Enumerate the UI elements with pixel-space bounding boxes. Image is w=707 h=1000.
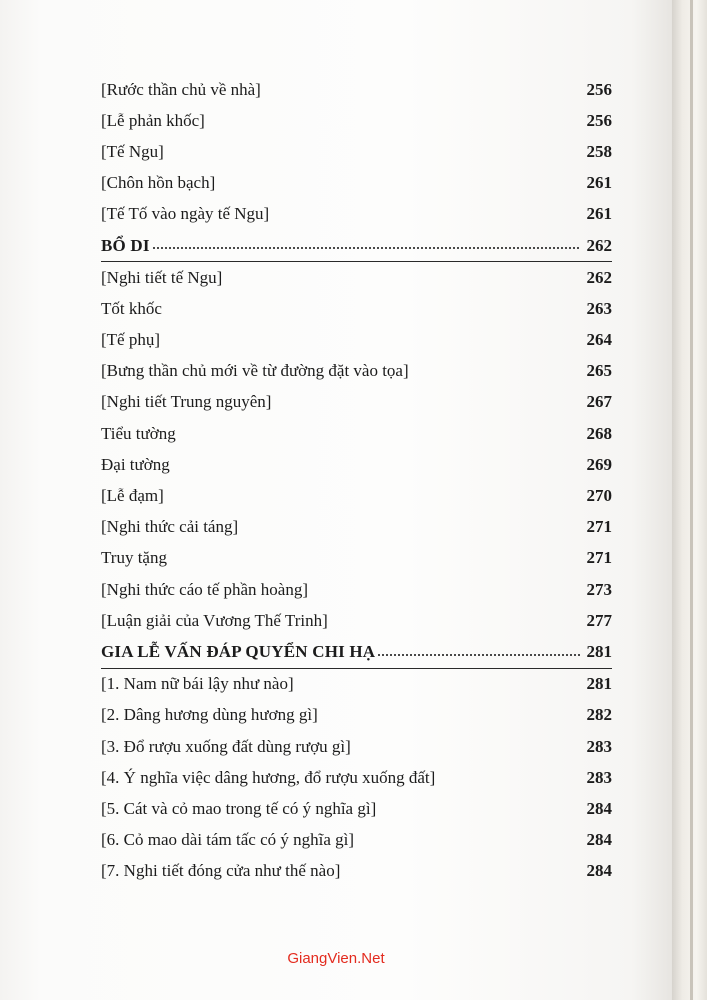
toc-entry-title: Truy tặng xyxy=(101,548,167,568)
toc-section-heading xyxy=(101,636,612,668)
toc-entry-page: 256 xyxy=(586,110,612,130)
toc-entry-title: [Nghi tiết tế Ngu] xyxy=(101,267,223,287)
toc-entry xyxy=(101,543,612,574)
toc-entry-page: 265 xyxy=(586,361,612,381)
toc-entry-page: 273 xyxy=(586,579,612,599)
toc-entry xyxy=(101,669,612,700)
toc-entry-title: [Lễ phản khốc] xyxy=(101,110,205,130)
dot-leader xyxy=(152,246,580,250)
toc-entry-title: [5. Cát và cỏ mao trong tế có ý nghĩa gì] xyxy=(101,798,377,818)
toc-entry-page: 284 xyxy=(586,798,612,818)
book-page-edge xyxy=(672,0,707,1000)
toc-entry xyxy=(101,168,612,199)
toc-entry-title: Tốt khốc xyxy=(101,298,162,318)
toc-entry-page: 261 xyxy=(586,204,612,224)
toc-entry-title: [7. Nghi tiết đóng cửa như thế nào] xyxy=(101,861,341,881)
toc-entry xyxy=(101,512,612,543)
toc-entry-page: 271 xyxy=(586,548,612,568)
toc-entry-title: [Tế Tố vào ngày tế Ngu] xyxy=(101,204,270,224)
toc-entry xyxy=(101,105,612,136)
toc-entry xyxy=(101,356,612,387)
toc-entry-page: 284 xyxy=(586,830,612,850)
toc-entry xyxy=(101,74,612,105)
toc-entry xyxy=(101,762,612,793)
toc-entry xyxy=(101,825,612,856)
toc-entry xyxy=(101,418,612,449)
toc-entry xyxy=(101,136,612,167)
toc-entry-page: 283 xyxy=(586,767,612,787)
toc-entry xyxy=(101,262,612,293)
toc-entry-page: 277 xyxy=(586,610,612,630)
toc-entry-title: [4. Ý nghĩa việc dâng hương, đổ rượu xuống đất] xyxy=(101,767,436,787)
toc-entry xyxy=(101,731,612,762)
toc-entry-page: 256 xyxy=(586,79,612,99)
toc-entry xyxy=(101,387,612,418)
toc-entry-title: [Lễ đạm] xyxy=(101,486,164,506)
toc-entry-title: [Tế Ngu] xyxy=(101,141,164,161)
toc-entry-page: 281 xyxy=(586,641,612,661)
toc-entry-page: 271 xyxy=(586,517,612,537)
table-of-contents xyxy=(101,74,612,887)
toc-entry xyxy=(101,199,612,230)
toc-entry-title: [Nghi thức cáo tế phần hoàng] xyxy=(101,579,309,599)
toc-entry-title: [Nghi tiết Trung nguyên] xyxy=(101,392,272,412)
toc-entry-page: 270 xyxy=(586,486,612,506)
toc-entry-page: 284 xyxy=(586,861,612,881)
toc-entry-title: [Nghi thức cải táng] xyxy=(101,517,239,537)
toc-entry xyxy=(101,856,612,887)
toc-heading-title: GIA LỄ VẤN ĐÁP QUYỂN CHI HẠ xyxy=(101,641,376,661)
toc-entry-page: 261 xyxy=(586,173,612,193)
toc-entry-page: 281 xyxy=(586,674,612,694)
toc-entry-title: [Rước thần chủ về nhà] xyxy=(101,79,261,99)
toc-entry-title: [Bưng thần chủ mới về từ đường đặt vào tọa] xyxy=(101,361,409,381)
toc-entry-page: 262 xyxy=(586,235,612,255)
toc-entry-page: 264 xyxy=(586,330,612,350)
toc-entry-title: [1. Nam nữ bái lậy như nào] xyxy=(101,674,294,694)
toc-entry-title: [3. Đổ rượu xuống đất dùng rượu gì] xyxy=(101,736,351,756)
toc-entry-page: 258 xyxy=(586,141,612,161)
dot-leader xyxy=(377,653,580,657)
toc-entry-page: 262 xyxy=(586,267,612,287)
toc-heading-title: BỔ DI xyxy=(101,235,150,255)
toc-entry-title: [2. Dâng hương dùng hương gì] xyxy=(101,705,318,725)
toc-entry xyxy=(101,293,612,324)
toc-section-heading xyxy=(101,230,612,262)
toc-entry xyxy=(101,449,612,480)
toc-entry-page: 282 xyxy=(586,705,612,725)
toc-entry xyxy=(101,605,612,636)
toc-entry xyxy=(101,325,612,356)
toc-entry xyxy=(101,700,612,731)
toc-entry-title: Tiểu tường xyxy=(101,423,176,443)
toc-entry-page: 269 xyxy=(586,454,612,474)
toc-entry-title: [Chôn hồn bạch] xyxy=(101,173,216,193)
toc-entry-title: [6. Cỏ mao dài tám tấc có ý nghĩa gì] xyxy=(101,830,355,850)
toc-entry-page: 267 xyxy=(586,392,612,412)
watermark-text[interactable]: GiangVien.Net xyxy=(287,950,385,967)
toc-entry xyxy=(101,574,612,605)
toc-entry-title: Đại tường xyxy=(101,454,170,474)
toc-entry-page: 268 xyxy=(586,423,612,443)
toc-entry-page: 283 xyxy=(586,736,612,756)
toc-entry xyxy=(101,793,612,824)
toc-entry xyxy=(101,480,612,511)
toc-entry-title: [Luận giải của Vương Thế Trinh] xyxy=(101,610,328,630)
toc-entry-page: 263 xyxy=(586,298,612,318)
toc-entry-title: [Tế phụ] xyxy=(101,330,161,350)
